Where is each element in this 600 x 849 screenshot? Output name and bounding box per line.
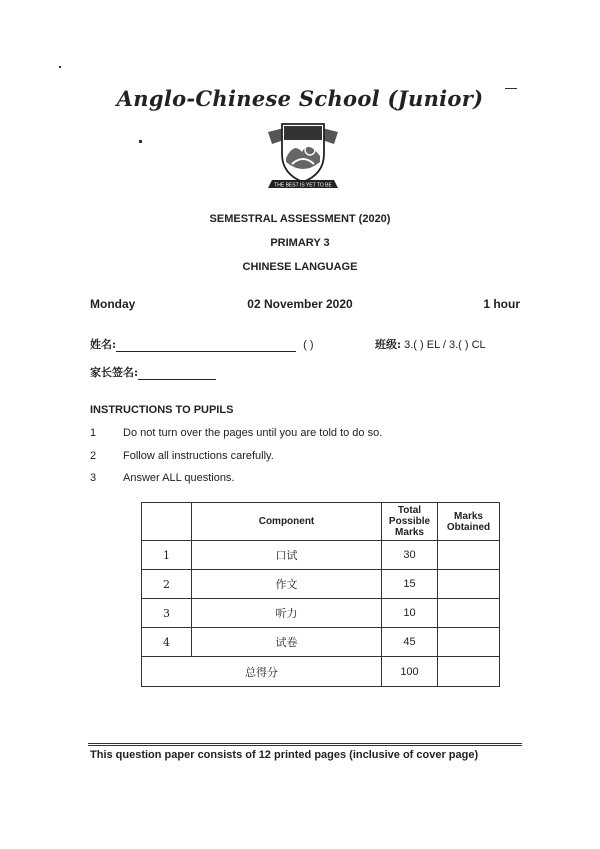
footer-note: This question paper consists of 12 printed pages (inclusive of cover page): [90, 749, 479, 761]
total-obtained[interactable]: [438, 657, 500, 687]
row-index: 3: [142, 599, 192, 628]
marks-table-header: [142, 503, 500, 541]
instruction-number: 1: [90, 427, 97, 439]
school-crest: [262, 118, 344, 196]
scan-speck: [59, 66, 61, 68]
header-obtained: Marks Obtained: [438, 503, 500, 541]
row-total: 30: [382, 541, 438, 570]
crest-shield-icon: [262, 118, 344, 196]
exam-title: SEMESTRAL ASSESSMENT (2020): [209, 213, 391, 225]
table-row: [142, 628, 500, 657]
row-component: 听力: [192, 599, 382, 628]
row-obtained[interactable]: [438, 599, 500, 628]
class-label: 班级:: [375, 338, 402, 351]
class-options[interactable]: 3.( ) EL / 3.( ) CL: [404, 339, 486, 351]
row-index: 1: [142, 541, 192, 570]
header-index: [142, 503, 192, 541]
name-blank[interactable]: [116, 340, 296, 352]
school-name: Anglo-Chinese School (Junior): [116, 86, 484, 111]
row-total: 10: [382, 599, 438, 628]
exam-date: 02 November 2020: [247, 297, 353, 311]
parent-sign-row: [90, 364, 216, 380]
instructions-title: INSTRUCTIONS TO PUPILS: [90, 404, 234, 416]
row-obtained[interactable]: [438, 628, 500, 657]
parent-sign-blank[interactable]: [138, 368, 216, 380]
row-index: 4: [142, 628, 192, 657]
footer-rule: [88, 745, 522, 746]
header-total: Total Possible Marks: [382, 503, 438, 541]
row-component: 作文: [192, 570, 382, 599]
row-index: 2: [142, 570, 192, 599]
name-row: [90, 336, 314, 352]
instruction-text: Do not turn over the pages until you are told to do so.: [123, 427, 383, 439]
table-row: [142, 599, 500, 628]
table-row: [142, 541, 500, 570]
exam-duration: 1 hour: [483, 297, 520, 311]
marks-table: [141, 502, 500, 687]
crest-motto: THE BEST IS YET TO BE: [274, 182, 332, 189]
class-row: [375, 336, 486, 352]
total-marks: 100: [382, 657, 438, 687]
row-obtained[interactable]: [438, 570, 500, 599]
scan-speck: [139, 140, 142, 143]
row-component: 试卷: [192, 628, 382, 657]
table-row: [142, 570, 500, 599]
exam-subject: CHINESE LANGUAGE: [242, 261, 358, 273]
parent-sign-label: 家长签名:: [90, 366, 139, 379]
crest-chief: [284, 126, 322, 140]
exam-level: PRIMARY 3: [270, 237, 330, 249]
instruction-text: Answer ALL questions.: [123, 472, 235, 484]
header-component: Component: [192, 503, 382, 541]
name-label: 姓名:: [90, 338, 117, 351]
instruction-number: 2: [90, 450, 97, 462]
row-obtained[interactable]: [438, 541, 500, 570]
index-paren[interactable]: ( ): [303, 339, 314, 351]
instruction-number: 3: [90, 472, 97, 484]
exam-day: Monday: [90, 297, 136, 311]
row-component: 口试: [192, 541, 382, 570]
footer-rule: [88, 743, 522, 744]
total-row: [142, 657, 500, 687]
instruction-text: Follow all instructions carefully.: [123, 450, 274, 462]
total-label: 总得分: [142, 657, 382, 687]
row-total: 45: [382, 628, 438, 657]
row-total: 15: [382, 570, 438, 599]
